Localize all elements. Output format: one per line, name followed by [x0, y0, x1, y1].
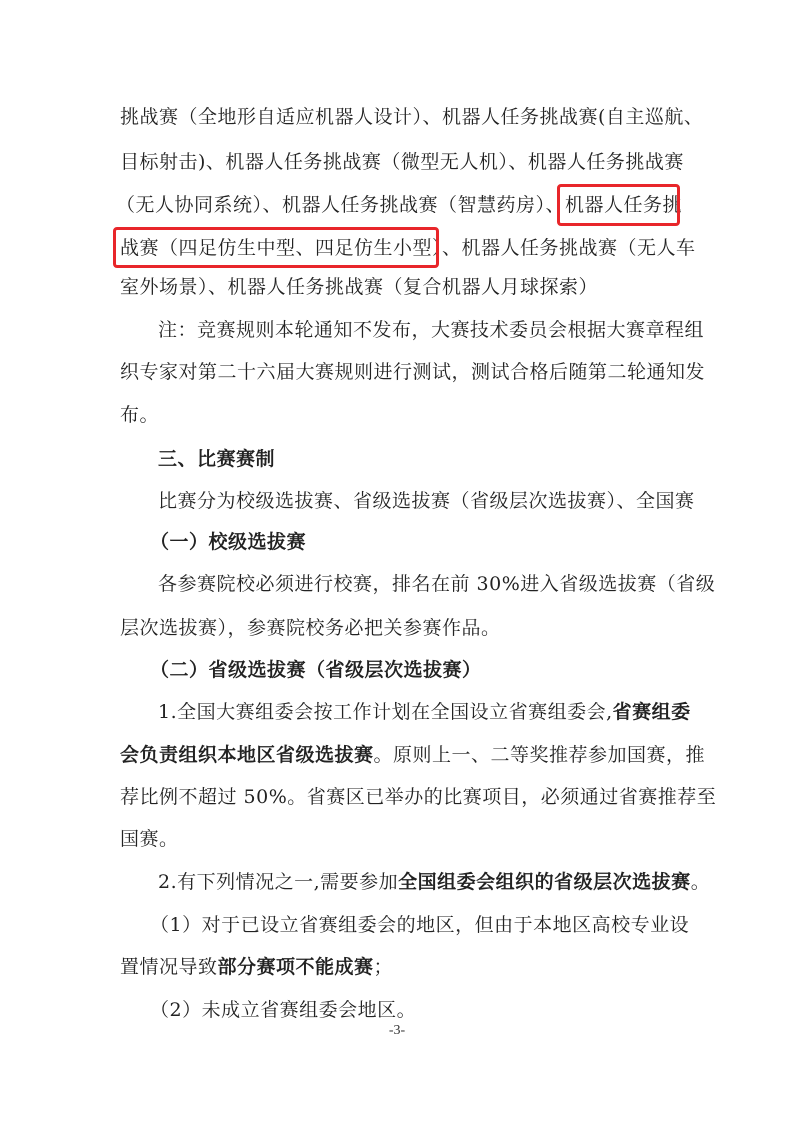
- highlighted-text: 战赛（四足仿生中型、四足仿生小型）: [120, 237, 443, 259]
- text-line: 置情况导致部分赛项不能成赛；: [120, 956, 394, 978]
- text-line: 国赛。: [120, 828, 179, 850]
- highlight-box: [557, 184, 683, 226]
- text-line: （无人协同系统）、机器人任务挑战赛（智慧药房）、机器人任务挑: [116, 194, 683, 216]
- bold-text: 省赛组委: [612, 701, 691, 723]
- text-line: 战赛（四足仿生中型、四足仿生小型）、机器人任务挑战赛（无人车: [120, 237, 696, 259]
- text-line: 2.有下列情况之一,需要参加全国组委会组织的省级层次选拔赛。: [158, 871, 711, 893]
- bold-text: 部分赛项不能成赛: [217, 956, 374, 978]
- text-line: 织专家对第二十六届大赛规则进行测试，测试合格后随第二轮通知发: [120, 361, 706, 383]
- text-line: 目标射击)、机器人任务挑战赛（微型无人机）、机器人任务挑战赛: [120, 151, 684, 173]
- page-number: -3-: [388, 1023, 406, 1038]
- bold-text: 全国组委会组织的省级层次选拔赛: [398, 871, 691, 893]
- text-line: 层次选拔赛），参赛院校务必把关参赛作品。: [120, 617, 501, 639]
- text-line: （1）对于已设立省赛组委会的地区，但由于本地区高校专业设: [150, 914, 690, 936]
- highlighted-text: 机器人任务挑: [565, 194, 683, 216]
- subsection-heading: （一）校级选拔赛: [150, 531, 307, 553]
- text-line: 荐比例不超过 50%。省赛区已举办的比赛项目，必须通过省赛推荐至: [120, 786, 717, 808]
- note-line: 注：竞赛规则本轮通知不发布，大赛技术委员会根据大赛章程组: [158, 319, 705, 341]
- text-line: 1.全国大赛组委会按工作计划在全国设立省赛组委会,省赛组委: [158, 701, 691, 723]
- text-line: 挑战赛（全地形自适应机器人设计）、机器人任务挑战赛(自主巡航、: [120, 106, 704, 128]
- text-line: 比赛分为校级选拔赛、省级选拔赛（省级层次选拔赛）、全国赛: [158, 490, 695, 512]
- text-line: 会负责组织本地区省级选拔赛。原则上一、二等奖推荐参加国赛，推: [120, 744, 706, 766]
- text-line: （2）未成立省赛组委会地区。: [150, 999, 417, 1021]
- text-line: 布。: [120, 404, 160, 426]
- text-line: 室外场景）、机器人任务挑战赛（复合机器人月球探索）: [120, 276, 599, 298]
- bold-text: 会负责组织本地区省级选拔赛: [120, 744, 374, 766]
- highlight-box: [113, 227, 439, 268]
- section-heading: 三、比赛赛制: [158, 448, 276, 470]
- text-line: 各参赛院校必须进行校赛，排名在前 30%进入省级选拔赛（省级: [158, 573, 716, 595]
- subsection-heading: （二）省级选拔赛（省级层次选拔赛）: [150, 659, 482, 681]
